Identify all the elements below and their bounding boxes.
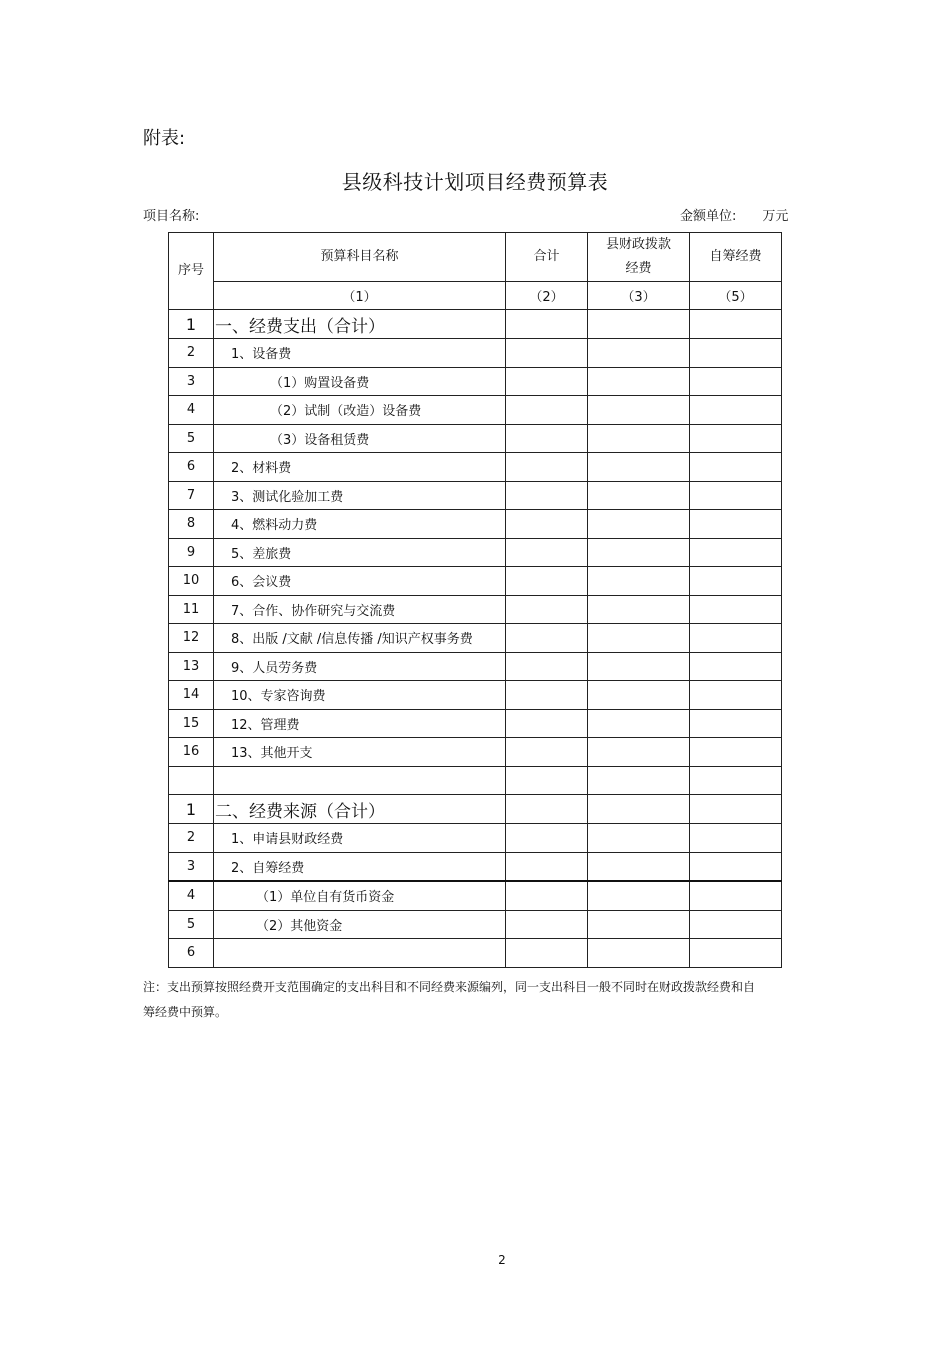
row-name bbox=[214, 766, 506, 795]
cell-total[interactable] bbox=[506, 538, 588, 567]
cell-county[interactable] bbox=[588, 652, 690, 681]
header-county-line1: 县财政拨款 bbox=[605, 237, 671, 252]
cell-self[interactable] bbox=[690, 538, 782, 567]
row-name: 6、会议费 bbox=[214, 567, 506, 596]
cell-total[interactable] bbox=[506, 396, 588, 425]
subheader-total: （2） bbox=[506, 282, 588, 310]
cell-total[interactable] bbox=[506, 795, 588, 824]
header-name: 预算科目名称 bbox=[214, 233, 506, 282]
row-name: 一、经费支出（合计） bbox=[214, 310, 506, 339]
attachment-label: 附表: bbox=[143, 128, 186, 149]
table-row bbox=[169, 567, 782, 596]
cell-total[interactable] bbox=[506, 681, 588, 710]
table-row bbox=[169, 396, 782, 425]
cell-self[interactable] bbox=[690, 766, 782, 795]
header-self-funding: 自筹经费 bbox=[690, 233, 782, 282]
row-name: 13、其他开支 bbox=[214, 738, 506, 767]
cell-total[interactable] bbox=[506, 339, 588, 368]
cell-self[interactable] bbox=[690, 852, 782, 881]
table-row bbox=[169, 339, 782, 368]
row-name: （3）设备租赁费 bbox=[214, 424, 506, 453]
cell-county[interactable] bbox=[588, 709, 690, 738]
row-seq: 3 bbox=[169, 852, 214, 881]
cell-county[interactable] bbox=[588, 766, 690, 795]
table-row bbox=[169, 824, 782, 853]
header-county-funding bbox=[588, 233, 690, 282]
cell-total[interactable] bbox=[506, 367, 588, 396]
row-seq: 14 bbox=[169, 681, 214, 710]
row-name: 1、设备费 bbox=[214, 339, 506, 368]
row-seq: 7 bbox=[169, 481, 214, 510]
row-seq: 16 bbox=[169, 738, 214, 767]
row-name: 9、人员劳务费 bbox=[214, 652, 506, 681]
row-name bbox=[214, 939, 506, 968]
cell-self[interactable] bbox=[690, 939, 782, 968]
cell-total[interactable] bbox=[506, 424, 588, 453]
cell-county[interactable] bbox=[588, 367, 690, 396]
cell-county[interactable] bbox=[588, 795, 690, 824]
cell-total[interactable] bbox=[506, 310, 588, 339]
cell-county[interactable] bbox=[588, 681, 690, 710]
cell-total[interactable] bbox=[506, 910, 588, 939]
row-seq: 6 bbox=[169, 453, 214, 482]
row-name: 二、经费来源（合计） bbox=[214, 795, 506, 824]
table-row bbox=[169, 939, 782, 968]
row-seq: 15 bbox=[169, 709, 214, 738]
cell-county[interactable] bbox=[588, 939, 690, 968]
row-seq: 11 bbox=[169, 595, 214, 624]
cell-self[interactable] bbox=[690, 339, 782, 368]
table-row bbox=[169, 453, 782, 482]
row-seq: 1 bbox=[169, 310, 214, 339]
row-name: 3、测试化验加工费 bbox=[214, 481, 506, 510]
row-seq: 6 bbox=[169, 939, 214, 968]
cell-total[interactable] bbox=[506, 481, 588, 510]
cell-self[interactable] bbox=[690, 910, 782, 939]
table-row bbox=[169, 510, 782, 539]
cell-county[interactable] bbox=[588, 510, 690, 539]
row-seq: 9 bbox=[169, 538, 214, 567]
table-row bbox=[169, 852, 782, 881]
cell-total[interactable] bbox=[506, 766, 588, 795]
row-name: 4、燃料动力费 bbox=[214, 510, 506, 539]
cell-self[interactable] bbox=[690, 681, 782, 710]
table-row bbox=[169, 881, 782, 910]
cell-total[interactable] bbox=[506, 595, 588, 624]
table-row bbox=[169, 681, 782, 710]
cell-self[interactable] bbox=[690, 481, 782, 510]
cell-county[interactable] bbox=[588, 852, 690, 881]
table-row bbox=[169, 795, 782, 824]
cell-county[interactable] bbox=[588, 453, 690, 482]
row-name: 12、管理费 bbox=[214, 709, 506, 738]
cell-self[interactable] bbox=[690, 396, 782, 425]
cell-self[interactable] bbox=[690, 453, 782, 482]
table-row bbox=[169, 310, 782, 339]
row-seq: 8 bbox=[169, 510, 214, 539]
cell-county[interactable] bbox=[588, 567, 690, 596]
table-row bbox=[169, 652, 782, 681]
cell-self[interactable] bbox=[690, 310, 782, 339]
row-seq: 12 bbox=[169, 624, 214, 653]
subheader-county: （3） bbox=[588, 282, 690, 310]
project-name-label: 项目名称: bbox=[143, 209, 200, 224]
cell-total[interactable] bbox=[506, 881, 588, 910]
cell-self[interactable] bbox=[690, 624, 782, 653]
cell-self[interactable] bbox=[690, 795, 782, 824]
amount-unit-label: 金额单位: bbox=[680, 209, 737, 224]
cell-self[interactable] bbox=[690, 567, 782, 596]
cell-county[interactable] bbox=[588, 624, 690, 653]
subheader-self: （5） bbox=[690, 282, 782, 310]
row-name: 2、自筹经费 bbox=[214, 852, 506, 881]
cell-county[interactable] bbox=[588, 824, 690, 853]
cell-total[interactable] bbox=[506, 652, 588, 681]
row-seq: 5 bbox=[169, 424, 214, 453]
cell-total[interactable] bbox=[506, 738, 588, 767]
row-name: 10、专家咨询费 bbox=[214, 681, 506, 710]
row-name: （2）试制（改造）设备费 bbox=[214, 396, 506, 425]
table-row bbox=[169, 738, 782, 767]
page-title: 县级科技计划项目经费预算表 bbox=[341, 170, 609, 194]
cell-self[interactable] bbox=[690, 510, 782, 539]
table-row bbox=[169, 595, 782, 624]
row-name: 1、申请县财政经费 bbox=[214, 824, 506, 853]
row-name: 5、差旅费 bbox=[214, 538, 506, 567]
row-seq: 4 bbox=[169, 881, 214, 910]
amount-unit-value: 万元 bbox=[762, 209, 789, 224]
header-county-line2: 经费 bbox=[625, 261, 652, 276]
cell-county[interactable] bbox=[588, 881, 690, 910]
cell-county[interactable] bbox=[588, 538, 690, 567]
cell-self[interactable] bbox=[690, 881, 782, 910]
row-seq: 5 bbox=[169, 910, 214, 939]
row-name: 2、材料费 bbox=[214, 453, 506, 482]
cell-self[interactable] bbox=[690, 824, 782, 853]
row-seq: 10 bbox=[169, 567, 214, 596]
cell-county[interactable] bbox=[588, 339, 690, 368]
table-header-row bbox=[169, 233, 782, 282]
row-seq: 3 bbox=[169, 367, 214, 396]
cell-county[interactable] bbox=[588, 738, 690, 767]
cell-total[interactable] bbox=[506, 567, 588, 596]
table-row bbox=[169, 709, 782, 738]
table-row bbox=[169, 624, 782, 653]
table-row-empty bbox=[169, 766, 782, 795]
table-subheader-row bbox=[169, 282, 782, 310]
header-total: 合计 bbox=[506, 233, 588, 282]
cell-total[interactable] bbox=[506, 510, 588, 539]
table-row bbox=[169, 481, 782, 510]
cell-self[interactable] bbox=[690, 367, 782, 396]
table-row bbox=[169, 538, 782, 567]
row-name: （1）购置设备费 bbox=[214, 367, 506, 396]
footnote: 注：支出预算按照经费开支范围确定的支出科目和不同经费来源编列，同一支出科目一般不同时在财政拨款经费和自筹经费中预算。 bbox=[143, 980, 756, 1019]
cell-county[interactable] bbox=[588, 910, 690, 939]
row-name: 7、合作、协作研究与交流费 bbox=[214, 595, 506, 624]
amount-unit bbox=[680, 205, 788, 224]
row-name: （2）其他资金 bbox=[214, 910, 506, 939]
subheader-name: （1） bbox=[214, 282, 506, 310]
cell-total[interactable] bbox=[506, 709, 588, 738]
budget-table bbox=[168, 232, 782, 968]
cell-total[interactable] bbox=[506, 852, 588, 881]
row-name: 8、出版 /文献 /信息传播 /知识产权事务费 bbox=[214, 624, 506, 653]
table-row bbox=[169, 424, 782, 453]
cell-county[interactable] bbox=[588, 595, 690, 624]
cell-county[interactable] bbox=[588, 481, 690, 510]
cell-total[interactable] bbox=[506, 939, 588, 968]
header-seq: 序号 bbox=[169, 233, 214, 310]
cell-total[interactable] bbox=[506, 624, 588, 653]
row-seq: 4 bbox=[169, 396, 214, 425]
row-name: （1）单位自有货币资金 bbox=[214, 881, 506, 910]
cell-county[interactable] bbox=[588, 396, 690, 425]
cell-self[interactable] bbox=[690, 424, 782, 453]
row-seq: 2 bbox=[169, 824, 214, 853]
page-number: 2 bbox=[498, 1253, 506, 1267]
cell-self[interactable] bbox=[690, 709, 782, 738]
cell-self[interactable] bbox=[690, 652, 782, 681]
row-seq: 13 bbox=[169, 652, 214, 681]
row-seq: 2 bbox=[169, 339, 214, 368]
cell-county[interactable] bbox=[588, 310, 690, 339]
cell-total[interactable] bbox=[506, 453, 588, 482]
row-seq: 1 bbox=[169, 795, 214, 824]
row-seq bbox=[169, 766, 214, 795]
cell-self[interactable] bbox=[690, 595, 782, 624]
table-row bbox=[169, 910, 782, 939]
cell-self[interactable] bbox=[690, 738, 782, 767]
cell-county[interactable] bbox=[588, 424, 690, 453]
cell-total[interactable] bbox=[506, 824, 588, 853]
table-row bbox=[169, 367, 782, 396]
